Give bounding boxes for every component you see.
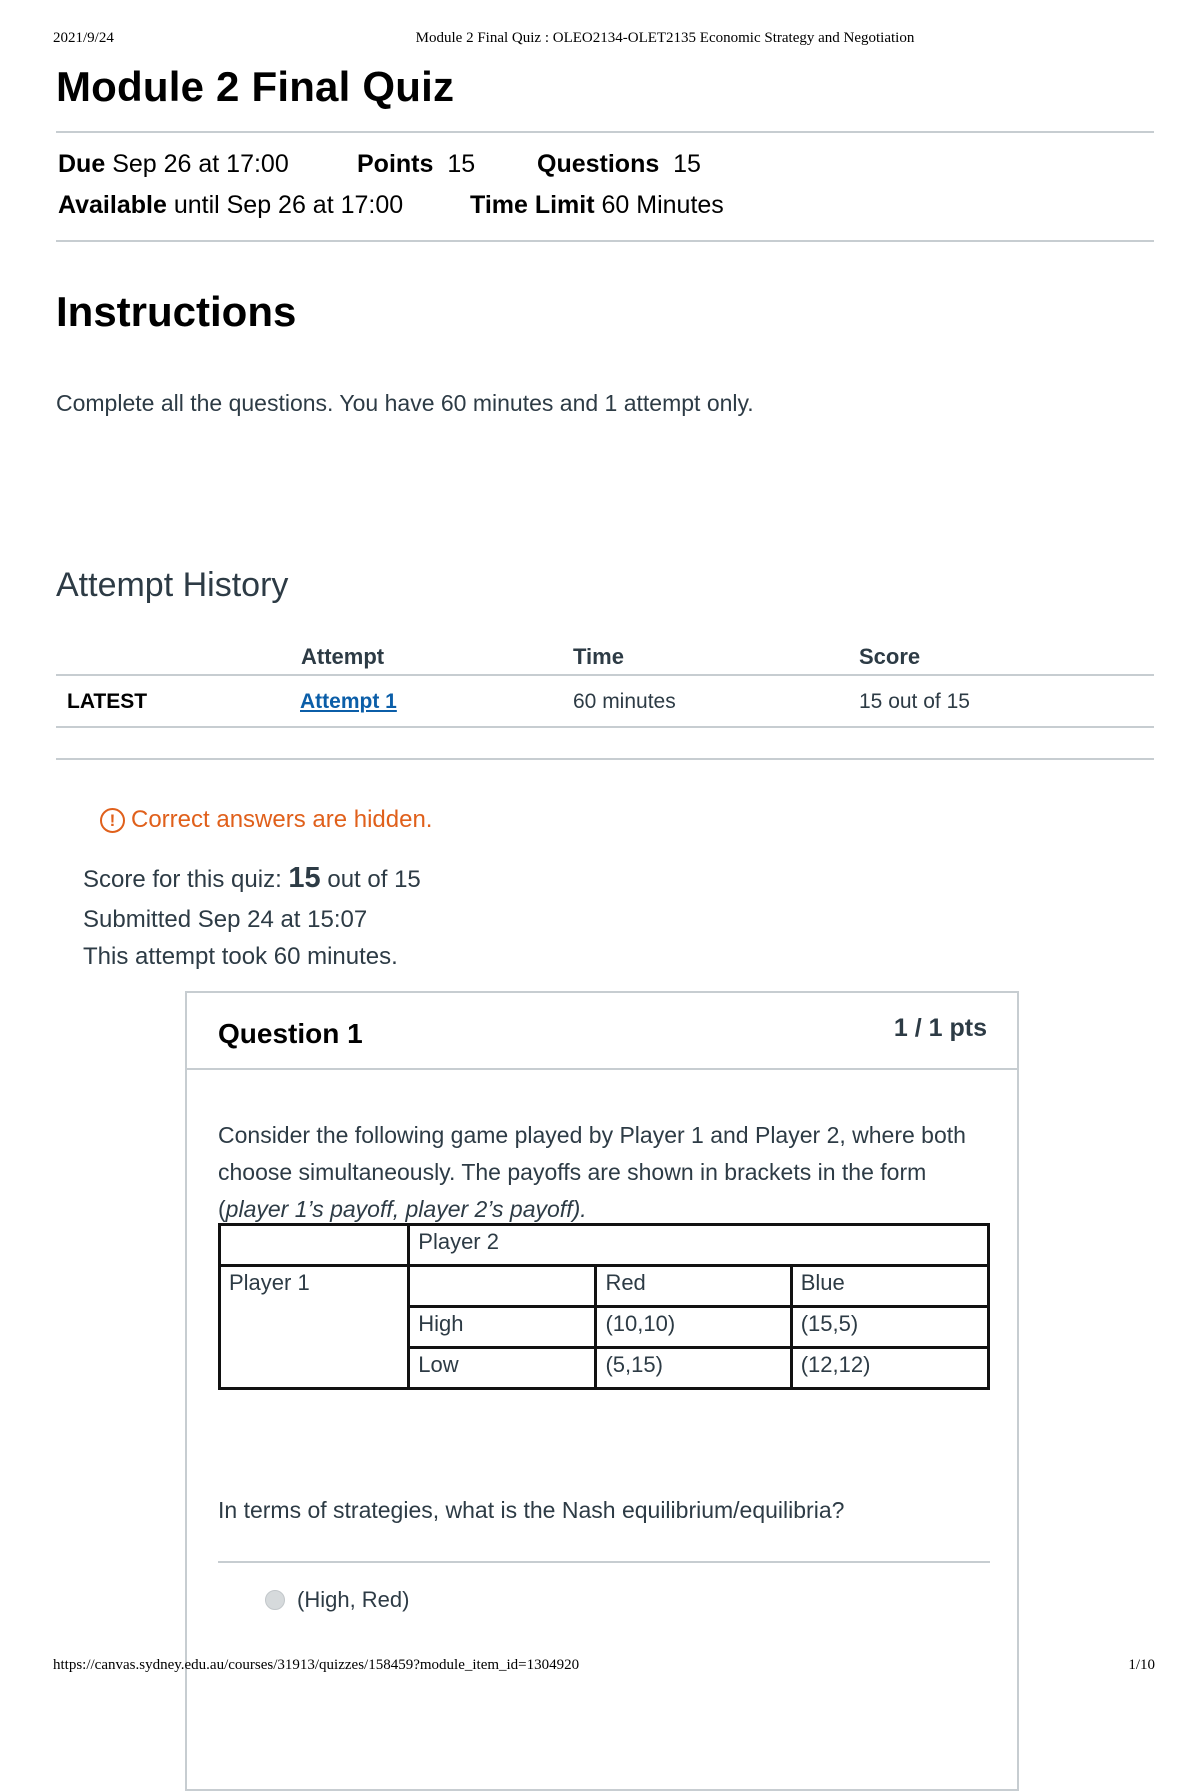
payoff-cell: (12,12) (791, 1348, 988, 1389)
column-header-score: Score (859, 644, 921, 669)
player-1-header: Player 1 (220, 1266, 409, 1389)
attempt-1-link[interactable]: Attempt 1 (300, 690, 397, 713)
question-points: 1 / 1 pts (893, 1014, 987, 1042)
submitted-time: Submitted Sep 24 at 15:07 (83, 906, 368, 933)
divider (56, 240, 1154, 242)
questions-count (537, 150, 701, 179)
hidden-answers-notice (100, 806, 432, 834)
divider (56, 131, 1154, 133)
instructions-text: Complete all the questions. You have 60 minutes and 1 attempt only. (56, 390, 754, 416)
column-header-red: Red (596, 1266, 791, 1307)
question-header (187, 993, 1017, 1070)
due-value: Sep 26 at 17:00 (112, 150, 289, 178)
page-number: 1/10 (1128, 1657, 1155, 1673)
hidden-answers-text: Correct answers are hidden. (131, 806, 433, 833)
table-cell (220, 1225, 409, 1266)
table-row-divider (56, 726, 1154, 728)
score-value: 15 (288, 862, 321, 894)
answer-option[interactable] (265, 1587, 409, 1613)
payoff-cell: (10,10) (596, 1307, 791, 1348)
table-cell (409, 1266, 596, 1307)
column-header-attempt: Attempt (301, 644, 385, 669)
page-title: Module 2 Final Quiz (56, 63, 455, 110)
points-label: Points (357, 150, 434, 178)
attempt-score: 15 out of 15 (859, 690, 970, 713)
player-2-header: Player 2 (409, 1225, 989, 1266)
warning-icon: ! (100, 808, 125, 833)
column-header-time: Time (573, 644, 624, 669)
attempt-history-heading: Attempt History (56, 566, 289, 604)
points-value: 15 (447, 150, 476, 178)
due-label: Due (58, 150, 106, 178)
attempt-duration: This attempt took 60 minutes. (83, 943, 398, 970)
question-title: Question 1 (218, 1018, 363, 1049)
table-row (220, 1225, 989, 1266)
questions-label: Questions (537, 150, 660, 178)
print-date: 2021/9/24 (53, 30, 114, 46)
column-header-blue: Blue (791, 1266, 988, 1307)
question-text (218, 1117, 998, 1228)
table-row (220, 1266, 989, 1307)
divider (218, 1561, 990, 1563)
print-url: https://canvas.sydney.edu.au/courses/31913/quizzes/158459?module_item_id=1304920 (53, 1657, 580, 1673)
payoff-matrix (218, 1223, 990, 1390)
attempt-time: 60 minutes (573, 690, 676, 713)
answer-label: (High, Red) (297, 1587, 410, 1612)
question-prompt: In terms of strategies, what is the Nash equilibrium/equilibria? (218, 1497, 845, 1523)
question-text-italic: player 1’s payoff, player 2’s payoff). (225, 1196, 587, 1222)
time-limit-value: 60 Minutes (601, 191, 724, 219)
time-limit (470, 191, 724, 220)
question-text-main: Consider the following game played by Player 1 and Player 2, where both choose simultaneously. The payoffs are shown in brackets in the form ( (218, 1122, 966, 1222)
score-suffix: out of 15 (327, 866, 421, 893)
availability (58, 191, 403, 220)
payoff-cell: (15,5) (791, 1307, 988, 1348)
questions-value: 15 (673, 150, 701, 178)
available-value: until Sep 26 at 17:00 (173, 191, 404, 219)
divider (56, 758, 1154, 760)
payoff-cell: (5,15) (596, 1348, 791, 1389)
table-header-divider (56, 674, 1154, 676)
due-date (58, 150, 289, 179)
time-limit-label: Time Limit (470, 191, 595, 219)
print-page-title: Module 2 Final Quiz : OLEO2134-OLET2135 Economic Strategy and Negotiation (415, 30, 915, 46)
radio-button[interactable] (265, 1590, 285, 1610)
quiz-score (83, 862, 421, 895)
points (357, 150, 475, 179)
available-label: Available (58, 191, 167, 219)
row-header-high: High (409, 1307, 596, 1348)
latest-label: LATEST (67, 690, 148, 713)
row-header-low: Low (409, 1348, 596, 1389)
instructions-heading: Instructions (56, 288, 297, 335)
score-prefix: Score for this quiz: (83, 866, 282, 893)
